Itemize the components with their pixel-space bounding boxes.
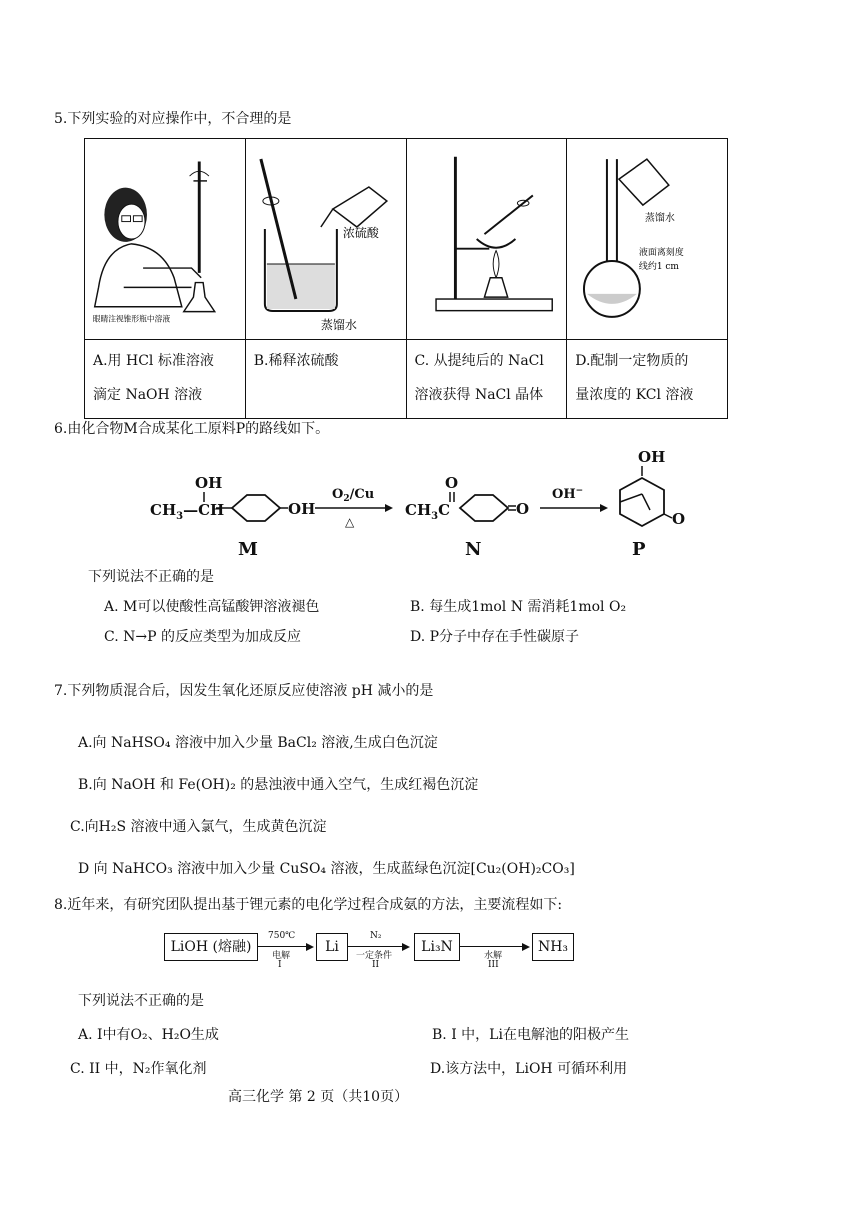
q8-option-c: C. II 中，N₂作氧化剂 (70, 1061, 207, 1077)
pic-b-acid-label: 浓硫酸 (342, 226, 379, 240)
q7-option-a: A.向 NaHSO₄ 溶液中加入少量 BaCl₂ 溶液,生成白色沉淀 (78, 735, 438, 751)
pic-d-note1: 液面离刻度 (639, 247, 684, 258)
q5-pic-a (85, 139, 246, 340)
n-o-top: O (445, 474, 459, 492)
label-n: N (465, 539, 482, 560)
option-d-line1: D.配制一定物质的 (575, 353, 689, 369)
heat-symbol: △ (345, 515, 355, 529)
option-a-line1: A.用 HCl 标准溶液 (93, 353, 214, 369)
flow-arrow-1-head (306, 943, 314, 951)
flow-arrow-3-mid: 水解 (484, 951, 503, 961)
q6-option-a: A. M可以使酸性高锰酸钾溶液褪色 (104, 599, 320, 615)
option-b-line1: B.稀释浓硫酸 (253, 353, 339, 369)
p-ring (620, 478, 664, 526)
flow-arrow-1-top: 750℃ (268, 931, 296, 941)
flow-arrow-3-head (522, 943, 530, 951)
svg-text:OH−: OH− (552, 486, 584, 502)
pic-d-note2: 线约1 cm (639, 261, 680, 272)
q5-pic-c (406, 139, 567, 340)
m-ring (232, 495, 280, 521)
q6-option-d: D. P分子中存在手性碳原子 (410, 629, 580, 645)
q5-stem: 5.下列实验的对应操作中，不合理的是 (54, 111, 292, 127)
q6-option-c: C. N→P 的反应类型为加成反应 (104, 629, 301, 645)
svg-text:CH3—CH: $CH_3—CH$ (150, 501, 225, 522)
flow-arrow-1-num: I (278, 960, 282, 970)
n-ring (460, 495, 508, 521)
q5-options-table (84, 138, 728, 419)
n-o-right: O (516, 500, 530, 518)
flow-arrow-1 (258, 946, 308, 947)
pic-a-caption: 眼睛注视锥形瓶中溶液 (92, 314, 171, 324)
q6-sub: 下列说法不正确的是 (88, 569, 214, 585)
flow-arrow-2-num: II (372, 960, 380, 970)
q8-option-b: B. I 中，Li在电解池的阳极产生 (432, 1027, 629, 1043)
q5-option-c (406, 340, 567, 419)
titration-illustration (85, 139, 245, 339)
flow-arrow-2-mid: 一定条件 (356, 951, 393, 961)
p-o: O (672, 510, 686, 528)
option-c-line1: C. 从提纯后的 NaCl (414, 353, 544, 369)
label-m: M (238, 539, 258, 560)
q6-stem: 6.由化合物M合成某化工原料P的路线如下。 (54, 421, 330, 437)
dilution-illustration (246, 139, 406, 339)
q8-option-d: D.该方法中，LiOH 可循环利用 (430, 1061, 628, 1077)
flow-arrow-3 (460, 946, 524, 947)
q7-option-d: D 向 NaHCO₃ 溶液中加入少量 CuSO₄ 溶液，生成蓝绿色沉淀[Cu₂(OH)₂CO₃] (78, 861, 575, 877)
flow-box-li3n: Li₃N (414, 933, 460, 961)
q5-option-d (567, 340, 728, 419)
q7-option-b: B.向 NaOH 和 Fe(OH)₂ 的悬浊液中通入空气，生成红褐色沉淀 (78, 777, 479, 793)
label-p: P (632, 539, 646, 560)
flow-box-lioh: LiOH (熔融) (164, 933, 258, 961)
p-oh: OH (638, 448, 666, 466)
evaporation-illustration (407, 139, 567, 339)
q8-sub: 下列说法不正确的是 (78, 993, 204, 1009)
q8-option-a: A. I中有O₂、H₂O生成 (78, 1027, 219, 1043)
flow-arrow-2 (348, 946, 404, 947)
q5-pic-b (245, 139, 406, 340)
flow-arrow-2-head (402, 943, 410, 951)
q7-stem: 7.下列物质混合后，因发生氧化还原反应使溶液 pH 减小的是 (54, 683, 434, 699)
m-oh-right: OH (288, 500, 316, 518)
reaction-scheme (120, 440, 720, 560)
q5-pic-d (567, 139, 728, 340)
flow-arrow-1-mid: 电解 (272, 951, 291, 961)
flow-box-li: Li (316, 933, 348, 961)
flow-arrow-3-num: III (488, 960, 499, 970)
option-a-line2: 滴定 NaOH 溶液 (93, 387, 203, 403)
option-d-line2: 量浓度的 KCl 溶液 (575, 387, 694, 403)
svg-text:O2/Cu: $O_2/Cu$ (332, 487, 375, 504)
option-c-line2: 溶液获得 NaCl 晶体 (414, 387, 544, 403)
q5-option-a (85, 340, 246, 419)
page-footer: 高三化学 第 2 页（共10页） (228, 1089, 409, 1105)
pic-d-water-label: 蒸馏水 (645, 213, 676, 225)
pic-b-water-label: 蒸馏水 (320, 318, 357, 332)
flow-arrow-2-top: N₂ (370, 931, 382, 941)
q7-option-c: C.向H₂S 溶液中通入氯气，生成黄色沉淀 (70, 819, 327, 835)
svg-text:CH3C: $CH_3C$ (405, 501, 451, 522)
flow-box-nh3: NH₃ (532, 933, 574, 961)
m-oh-top: OH (195, 474, 223, 492)
q6-option-b: B. 每生成1mol N 需消耗1mol O₂ (410, 599, 627, 615)
q8-stem: 8.近年来，有研究团队提出基于锂元素的电化学过程合成氨的方法，主要流程如下: (54, 897, 563, 913)
volumetric-flask-illustration (567, 139, 727, 339)
q5-option-b (245, 340, 406, 419)
